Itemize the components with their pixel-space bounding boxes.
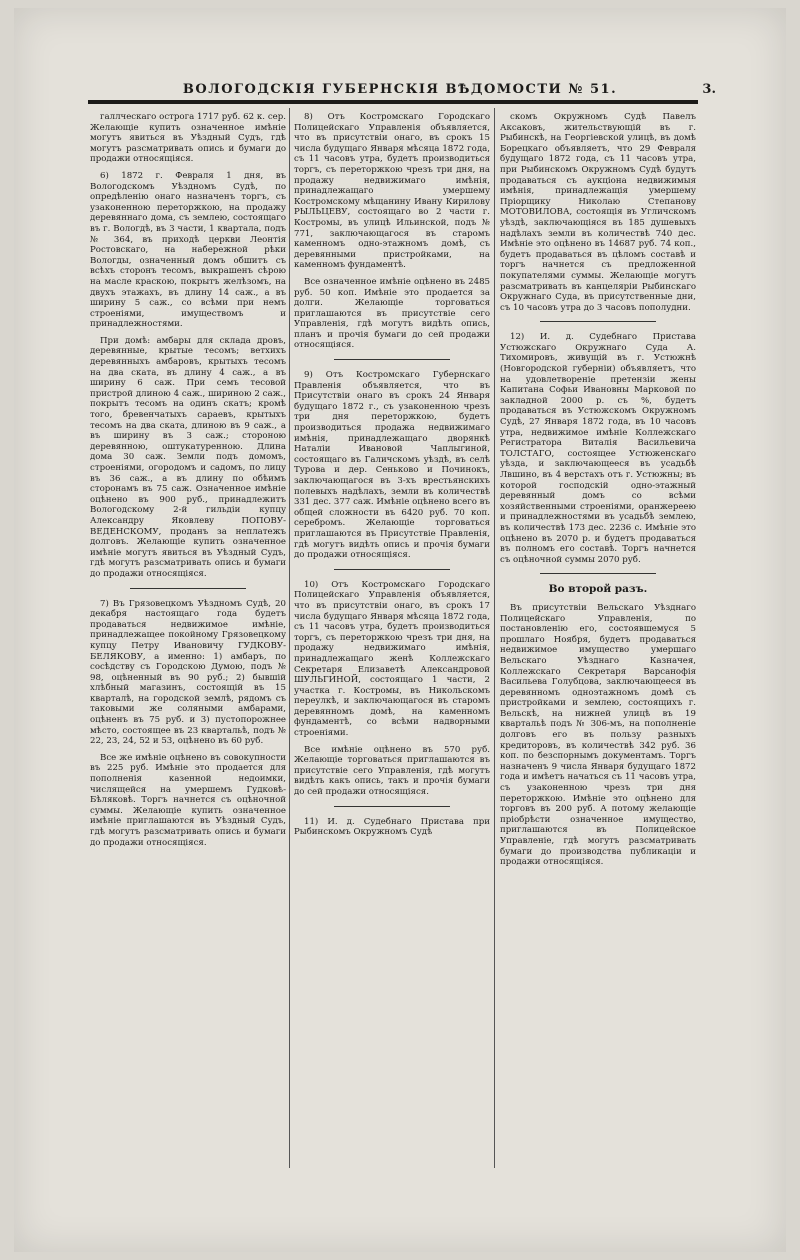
- notice-paragraph: галлческаго острога 1717 руб. 62 к. сер. Желающіе купить означенное имѣніе могутъ явиться въ Уѣздный Судъ, гдѣ могутъ разсматривать опись и бумаги до продажи относящіяся.: [90, 112, 286, 165]
- section-divider: [334, 806, 450, 807]
- notice-paragraph: Въ присутствіи Вельскаго Уѣзднаго Полицейскаго Управленія, по постановленію его, состоявшемуся 5 прошлаго Ноября, будетъ продаваться недвижимое имущество умершаго Вельскаго Уѣзднаго Казначея, Коллежскаго Секретаря Варсанофія Васильева Голубцова, заключающееся въ деревянномъ одноэтажномъ домѣ съ пристройками и землею, состоящихъ г. Вельскѣ, на нижней улицѣ въ 19 квартальѣ подъ № 306-мъ, на пополненіе долговъ его въ пользу разныхъ кредиторовъ, въ количествѣ 342 руб. 36 коп. по безспорнымъ документамъ. Торгъ назначенъ 9 числа Января будущаго 1872 года и имѣетъ начаться съ 11 часовъ утра, съ узаконенною чрезъ три дня переторжкою. Имѣніе это оцѣнено для торговъ въ 200 руб. А потому желающіе пріобрѣсти означенное имущество, приглашаются въ Полицейское Управленіе, гдѣ могутъ разсматривать бумаги до производства публикаціи и продажи относящіяся.: [500, 602, 696, 868]
- section-divider: [334, 359, 450, 360]
- page-title: ВОЛОГОДСКІЯ ГУБЕРНСКІЯ ВѢДОМОСТИ № 51.: [182, 82, 618, 97]
- notice-paragraph: скомъ Окружномъ Судѣ Павелъ Аксаковъ, жительствующій въ г. Рыбинскѣ, на Георгіевской улицѣ, въ домѣ Борецкаго объявляетъ, что 29 Февраля будущаго 1872 года, съ 11 часовъ утра, при Рыбинскомъ Окружномъ Судѣ будутъ продаваться съ аукціона недвижимыя имѣнія, принадлежащія умершему Пріорщику Николаю Степанову МОТОВИЛОВА, состоящія въ Угличскомъ уѣздѣ, заключающіяся въ 185 душевыхъ надѣлахъ земли въ количествѣ 740 дес. Имѣніе это оцѣнено въ 14687 руб. 74 коп., будетъ продаваться въ цѣломъ составѣ и торгъ начнется съ предложенной покупателями суммы. Желающіе могутъ разсматривать въ канцеляріи Рыбинскаго Окружнаго Суда, въ присутственные дни, съ 10 часовъ утра до 3 часовъ пополудни.: [500, 112, 696, 313]
- column-divider: [494, 108, 495, 1168]
- section-heading: Во второй разъ.: [548, 583, 648, 596]
- column-1: [90, 112, 286, 1192]
- section-divider: [130, 588, 246, 589]
- notice-paragraph: 11) И. д. Судебнаго Пристава при Рыбинскомъ Окружномъ Судѣ: [294, 816, 490, 838]
- notice-paragraph: Все означенное имѣніе оцѣнено въ 2485 руб. 50 коп. Имѣніе это продается за долги. Желающіе торговаться приглашаются въ присутствіе сего Управленія, гдѣ могутъ видѣть опись, планъ и прочія бумаги до сей продажи относящіяся.: [294, 276, 490, 351]
- notice-paragraph: При домѣ: амбары для склада дровъ, деревянные, крытые тесомъ; ветхихъ деревянныхъ амбаровъ, крытыхъ тесомъ на два ската, въ длину 4 саж., а въ ширину 6 саж. При семъ тесовой пристрой длиною 4 саж., шириною 2 саж., покрытъ тесомъ на одинъ скатъ; кромѣ того, бревенчатыхъ сараевъ, крытыхъ тесомъ на два ската, длиною въ 9 саж., а въ ширину въ 3 саж.; стороною деревянною, оштукатуренною. Длина дома 30 саж. Земли подъ домомъ, строеніями, огородомъ и садомъ, по лицу въ 36 саж., а въ длину по обѣимъ сторонамъ въ 75 саж. Означенное имѣніе оцѣнено въ 900 руб., принадлежитъ Вологодскому 2-й гильдіи купцу Александру Яковлеву ПОПОВУ-ВЕДЕНСКОМУ, проданъ за неплатежъ долговъ. Желающіе купить означенное имѣніе могутъ явиться въ Уѣздный Судъ, гдѣ могутъ разсматривать опись и бумаги до продажи относящіяся.: [90, 335, 286, 579]
- section-divider: [540, 573, 656, 574]
- column-3: [500, 112, 696, 1192]
- notice-paragraph: 10) Отъ Костромскаго Городскаго Полицейскаго Управленія объявляется, что въ присутствіи онаго, въ срокъ 17 числа будущаго Января мѣсяца 1872 года, съ 11 часовъ утра, будетъ производиться торгъ, съ переторжкою чрезъ три дня, на продажу недвижимаго имѣнія, принадлежащаго женѣ Коллежскаго Секретаря Елизаветѣ Александровой ШУЛЬГИНОЙ, состоящаго 1 части, 2 участка г. Костромы, въ Никольскомъ переулкѣ, и заключающагося въ старомъ деревянномъ домѣ, на каменномъ фундаментѣ, со всѣми надворными строеніями.: [294, 579, 490, 739]
- notice-paragraph: Все же имѣніе оцѣнено въ совокупности въ 225 руб. Имѣніе это продается для пополненія казенной недоимки, числящейся на умершемъ Гудковѣ-Бѣляковѣ. Торгъ начнется съ оцѣночной суммы. Желающіе купить означенное имѣніе приглашаются въ Уѣздный Судъ, гдѣ могутъ разсматривать опись и бумаги до продажи относящіяся.: [90, 752, 286, 848]
- section-divider: [334, 569, 450, 570]
- notice-paragraph: 9) Отъ Костромскаго Губернскаго Правленія объявляется, что въ Присутствіи онаго въ срокъ 24 Января будущаго 1872 г., съ узаконенною чрезъ три дня переторжкою, будетъ производиться продажа недвижимаго имѣнія, принадлежащаго дворянкѣ Наталіи Ивановой Чаплыгиной, состоящаго въ Галичскомъ уѣздѣ, въ селѣ Турова и дер. Сеньково и Починокъ, заключающагося въ 3-хъ врестьянскихъ полевыхъ надѣлахъ, земли въ количествѣ 331 дес. 377 саж. Имѣніе оцѣнено всего въ общей сложности въ 6420 руб. 70 коп. серебромъ. Желающіе торговаться приглашаются въ Присутствіе Правленія, гдѣ могутъ видѣть опись и прочія бумаги до продажи относящіяся.: [294, 370, 490, 561]
- notice-paragraph: 12) И. д. Судебнаго Пристава Устюжскаго Окружнаго Суда А. Тихомировъ, живущій въ г. Устюжнѣ (Новгородской губерніи) объявляетъ, что на удовлетвореніе претензіи жены Капитана Софьи Ивановны Марковой по закладной 2000 р. съ %, будетъ продаваться въ Устюжскомъ Окружномъ Судѣ, 27 Января 1872 года, въ 10 часовъ утра, недвижимое имѣніе Коллежскаго Регистратора Виталія Васильевича ТОЛСТАГО, состоящее Устюженскаго уѣзда, и заключающееся въ усадьбѣ Лвшино, въ 4 верстахъ отъ г. Устюжны; въ которой господскій одно-этажный деревянный домъ со всѣми хозяйственными строеніями, оранжереею и принадлежностями въ усадьбѣ землею, въ количествѣ 173 дес. 2236 с. Имѣніе это оцѣнено въ 2070 р. и будетъ продаваться въ полномъ его составѣ. Торгъ начнется съ оцѣночной суммы 2070 руб.: [500, 332, 696, 565]
- column-divider: [289, 108, 290, 1168]
- notice-paragraph: 8) Отъ Костромскаго Городскаго Полицейскаго Управленія объявляется, что въ присутствіи онаго, въ срокъ 15 числа будущаго Января мѣсяца 1872 года, съ 11 часовъ утра, будетъ производиться торгъ, съ переторжкою чрезъ три дня, на продажу недвижимаго имѣнія, принадлежащаго умершему Костромскому мѣщанину Ивану Кирилову РЫЛЬЦЕВУ, состоящаго во 2 части г. Костромы, въ улицѣ Ильинской, подъ № 771, заключающагося въ старомъ каменномъ одно-этажномъ домѣ, съ деревянными пристройками, на каменномъ фундаментѣ.: [294, 112, 490, 271]
- column-2: [294, 112, 490, 1192]
- notice-paragraph: 7) Въ Грязовецкомъ Уѣздномъ Судѣ, 20 декабря настоящаго года будетъ продаваться недвижимое имѣніе, принадлежащее покойному Грязовецкому купцу Петру Ивановичу ГУДКОВУ-БЕЛЯКОВУ, а именно: 1) амбаръ, по сосѣдству съ Городскою Думою, подъ № 98, оцѣненный въ 90 руб.; 2) бывшій хлѣбный магазинъ, состоящій въ 15 кварталѣ, на городской землѣ, рядомъ съ таковыми же соляными амбарами, оцѣненъ въ 75 руб. и 3) пустопорожнее мѣсто, состоящее въ 23 квартальѣ, подъ № 22, 23, 24, 52 и 53, оцѣнено въ 60 руб.: [90, 598, 286, 747]
- header-rule: [88, 100, 698, 104]
- notice-paragraph: 6) 1872 г. Февраля 1 дня, въ Вологодскомъ Уѣздномъ Судѣ, по опредѣленію онаго назначенъ торгъ, съ узаконенною переторжкою, на продажу деревяннаго дома, съ землею, состоящаго въ г. Вологдѣ, въ 3 части, 1 квартала, подъ № 364, въ приходѣ церкви Леонтія Ростовскаго, на набережной рѣки Вологды, означенный домъ обшитъ съ всѣхъ сторонъ тесомъ, выкрашенъ сѣрою на масле краскою, покрытъ желѣзомъ, на двухъ этажахъ, въ длину 14 саж., а въ ширину 5 саж., со всѣми при немъ строеніями, имуществомъ и принадлежностями.: [90, 170, 286, 330]
- page-number: 3.: [702, 82, 716, 97]
- section-divider: [540, 321, 656, 322]
- notice-paragraph: Все имѣніе оцѣнено въ 570 руб. Желающіе торговаться приглашаются въ присутствіе сего Управленія, гдѣ могутъ видѣть какъ опись, такъ и прочія бумаги до сей продажи относящіяся.: [294, 744, 490, 798]
